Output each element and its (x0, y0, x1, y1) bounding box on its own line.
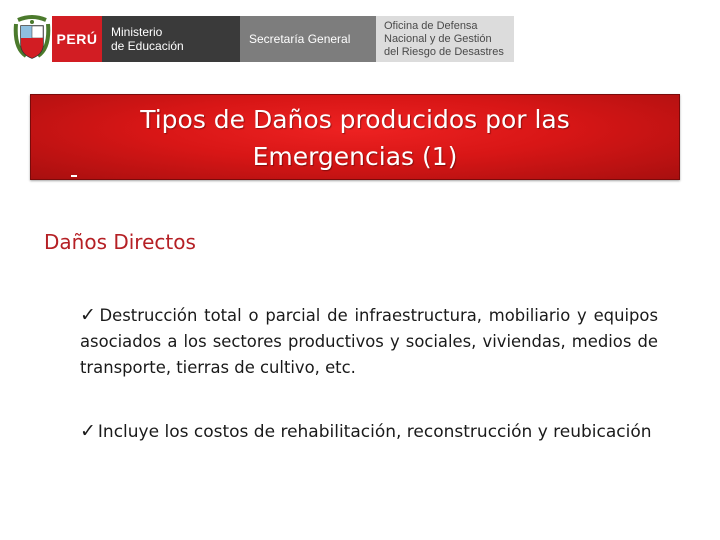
slide-title (31, 101, 679, 175)
ministry-logo (102, 16, 240, 62)
odn-line-3: del Riesgo de Desastres (384, 45, 504, 58)
odn-logo (376, 16, 514, 62)
peru-label: PERÚ (56, 31, 98, 47)
title-banner (30, 94, 680, 180)
bullet-item (80, 418, 658, 445)
ministry-line-2: de Educación (111, 39, 184, 53)
odn-line-2: Nacional y de Gestión (384, 32, 492, 45)
banner-mark (71, 175, 77, 177)
secretaria-label: Secretaría General (249, 32, 351, 46)
check-icon: ✓ (80, 420, 96, 442)
slide-title-line-1: Tipos de Daños producidos por las (140, 105, 570, 134)
peru-coat-of-arms-icon (12, 14, 52, 64)
bullet-item (80, 302, 658, 381)
odn-line-1: Oficina de Defensa (384, 19, 478, 32)
secretaria-logo (240, 16, 376, 62)
peru-logo (52, 16, 102, 62)
section-heading: Daños Directos (44, 230, 196, 254)
check-icon: ✓ (80, 304, 98, 326)
bullet-text: Destrucción total o parcial de infraestructura, mobiliario y equipos asociados a los sectores productivos y sociales, viviendas, medios de transporte, tierras de cultivo, etc. (80, 306, 658, 377)
bullet-text: Incluye los costos de rehabilitación, reconstrucción y reubicación (97, 422, 652, 442)
ministry-line-1: Ministerio (111, 25, 163, 39)
slide-title-line-2: Emergencias (1) (252, 142, 458, 171)
header-logos (0, 0, 720, 80)
